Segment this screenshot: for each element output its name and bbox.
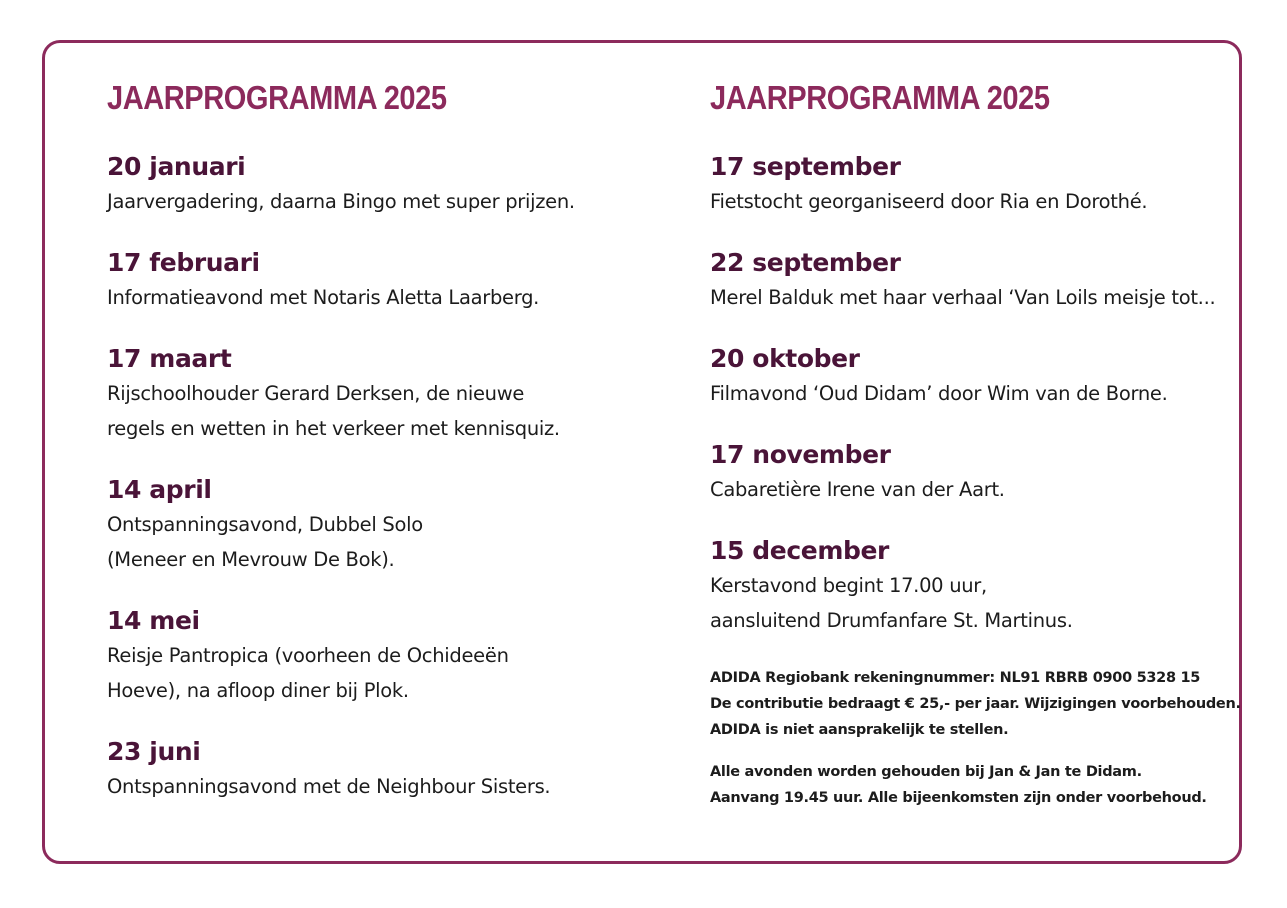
event-item	[107, 150, 627, 219]
event-description: Jaarvergadering, daarna Bingo met super prijzen.	[107, 190, 575, 213]
event-date: 17 maart	[107, 344, 232, 373]
event-description: Cabaretière Irene van der Aart.	[710, 478, 1005, 501]
event-list-right	[710, 150, 1240, 638]
note-line: Alle avonden worden gehouden bij Jan & Jan te Didam.	[710, 764, 1142, 780]
event-list-left	[107, 150, 627, 804]
event-description: Informatieavond met Notaris Aletta Laarberg.	[107, 286, 540, 309]
note-line: De contributie bedraagt € 25,- per jaar. Wijzigingen voorbehouden.	[710, 696, 1241, 712]
event-description: Filmavond ‘Oud Didam’ door Wim van de Borne.	[710, 382, 1168, 405]
event-description: (Meneer en Mevrouw De Bok).	[107, 548, 395, 571]
event-date: 20 oktober	[710, 344, 860, 373]
event-description: Rijschoolhouder Gerard Derksen, de nieuwe	[107, 382, 525, 405]
event-date: 22 september	[710, 248, 901, 277]
right-column	[710, 78, 1240, 827]
venue-info-note	[710, 759, 1240, 811]
note-line: ADIDA is niet aansprakelijk te stellen.	[710, 722, 1009, 738]
event-description: Fietstocht georganiseerd door Ria en Dorothé.	[710, 190, 1148, 213]
event-item	[710, 342, 1240, 411]
event-item	[107, 342, 627, 446]
event-date: 14 april	[107, 475, 212, 504]
event-description: Reisje Pantropica (voorheen de Ochideeën	[107, 644, 509, 667]
footnotes	[710, 665, 1240, 811]
event-description: Hoeve), na afloop diner bij Plok.	[107, 679, 409, 702]
event-item	[710, 534, 1240, 638]
event-item	[107, 735, 627, 804]
event-item	[107, 246, 627, 315]
program-heading-right: JAARPROGRAMMA 2025	[710, 79, 1050, 116]
event-date: 14 mei	[107, 606, 200, 635]
event-date: 17 september	[710, 152, 901, 181]
event-item	[710, 150, 1240, 219]
event-item	[107, 604, 627, 708]
event-description: Ontspanningsavond, Dubbel Solo	[107, 513, 423, 536]
event-description: Merel Balduk met haar verhaal ‘Van Loils meisje tot...	[710, 286, 1216, 309]
event-description: Ontspanningsavond met de Neighbour Sisters.	[107, 775, 551, 798]
event-date: 23 juni	[107, 737, 201, 766]
event-description: aansluitend Drumfanfare St. Martinus.	[710, 609, 1073, 632]
event-description: Kerstavond begint 17.00 uur,	[710, 574, 987, 597]
note-line: Aanvang 19.45 uur. Alle bijeenkomsten zijn onder voorbehoud.	[710, 790, 1207, 806]
event-date: 17 februari	[107, 248, 260, 277]
event-item	[710, 438, 1240, 507]
event-description: regels en wetten in het verkeer met kennisquiz.	[107, 417, 560, 440]
event-date: 17 november	[710, 440, 891, 469]
bank-info-note	[710, 665, 1240, 743]
program-heading-left: JAARPROGRAMMA 2025	[107, 79, 447, 116]
event-date: 20 januari	[107, 152, 246, 181]
left-column	[107, 78, 627, 831]
event-item	[107, 473, 627, 577]
note-line: ADIDA Regiobank rekeningnummer: NL91 RBRB 0900 5328 15	[710, 670, 1201, 686]
event-item	[710, 246, 1240, 315]
event-date: 15 december	[710, 536, 889, 565]
